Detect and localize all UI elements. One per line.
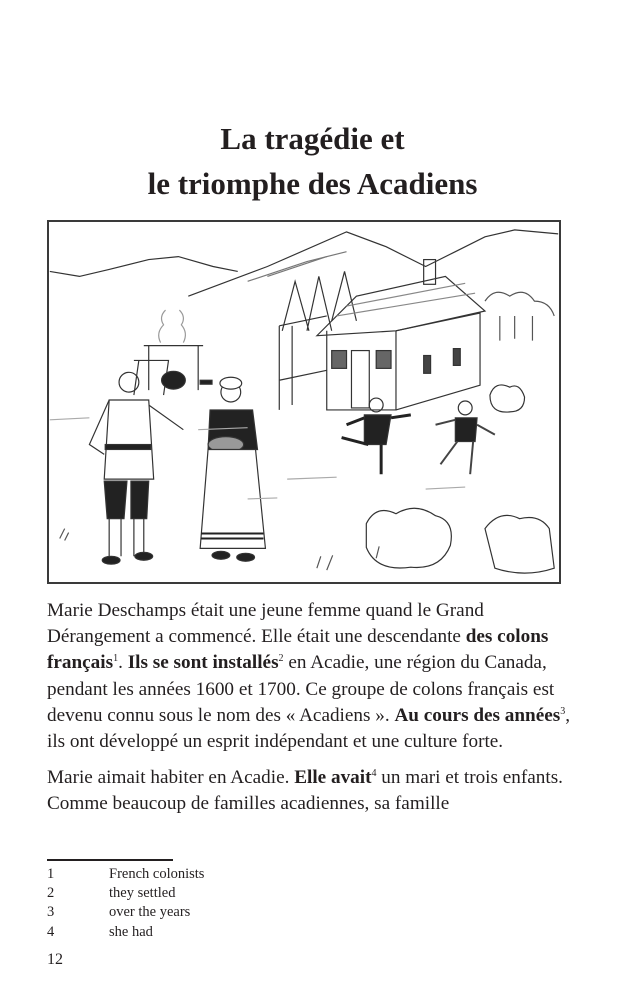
footnote-ref-4[interactable]: 4 <box>371 768 377 780</box>
footnote-ref-1[interactable]: 1 <box>113 653 119 665</box>
footnote-item <box>47 884 204 903</box>
footnotes <box>47 865 204 942</box>
title-line-1: La tragédie et <box>220 121 405 156</box>
text-segment: . <box>118 652 128 674</box>
footnote-text: over the years <box>109 904 191 921</box>
glossed-term-over-the-years: Au cours des années <box>394 704 561 726</box>
footnote-text: they settled <box>109 885 176 902</box>
footnote-number: 4 <box>47 923 55 940</box>
title-line-2: le triomphe des Acadiens <box>147 166 478 201</box>
footnote-ref-2[interactable]: 2 <box>278 653 284 665</box>
page-title <box>0 116 625 206</box>
illustration-acadian-family <box>47 220 561 584</box>
text-segment: en Acadie, une région du Canada, pendant les années 1600 et 1700. Ce groupe de colons français est devenu connu sous le nom des « Acadiens ». <box>47 652 555 726</box>
text-segment: Marie Deschamps était une jeune femme quand le Grand Dérangement a commencé. Elle était une descendante <box>47 600 484 648</box>
footnote-text: French colonists <box>109 866 205 882</box>
glossed-term-she-had: Elle avait <box>294 767 372 789</box>
paragraph-1 <box>47 598 587 755</box>
text-segment: , ils ont développé un esprit indépendant et une culture forte. <box>47 704 571 753</box>
footnote-ref-3[interactable]: 3 <box>560 705 566 717</box>
footnote-number: 1 <box>47 866 55 882</box>
footnote-number: 3 <box>47 904 55 921</box>
footnote-item <box>47 923 204 942</box>
footnote-item <box>47 903 204 922</box>
body-text <box>47 598 587 828</box>
footnote-divider <box>47 859 173 861</box>
glossed-term-french-colonists: des colons français <box>47 626 549 674</box>
glossed-term-they-settled: Ils se sont installés <box>127 652 279 674</box>
page-number: 12 <box>47 951 63 968</box>
text-segment: un mari et trois enfants. Comme beaucoup de familles acadiennes, sa famille <box>47 767 563 815</box>
paragraph-2 <box>47 765 587 817</box>
text-segment: Marie aimait habiter en Acadie. <box>47 767 295 789</box>
footnote-item <box>47 865 204 884</box>
footnote-number: 2 <box>47 885 55 902</box>
footnote-text: she had <box>109 923 153 940</box>
